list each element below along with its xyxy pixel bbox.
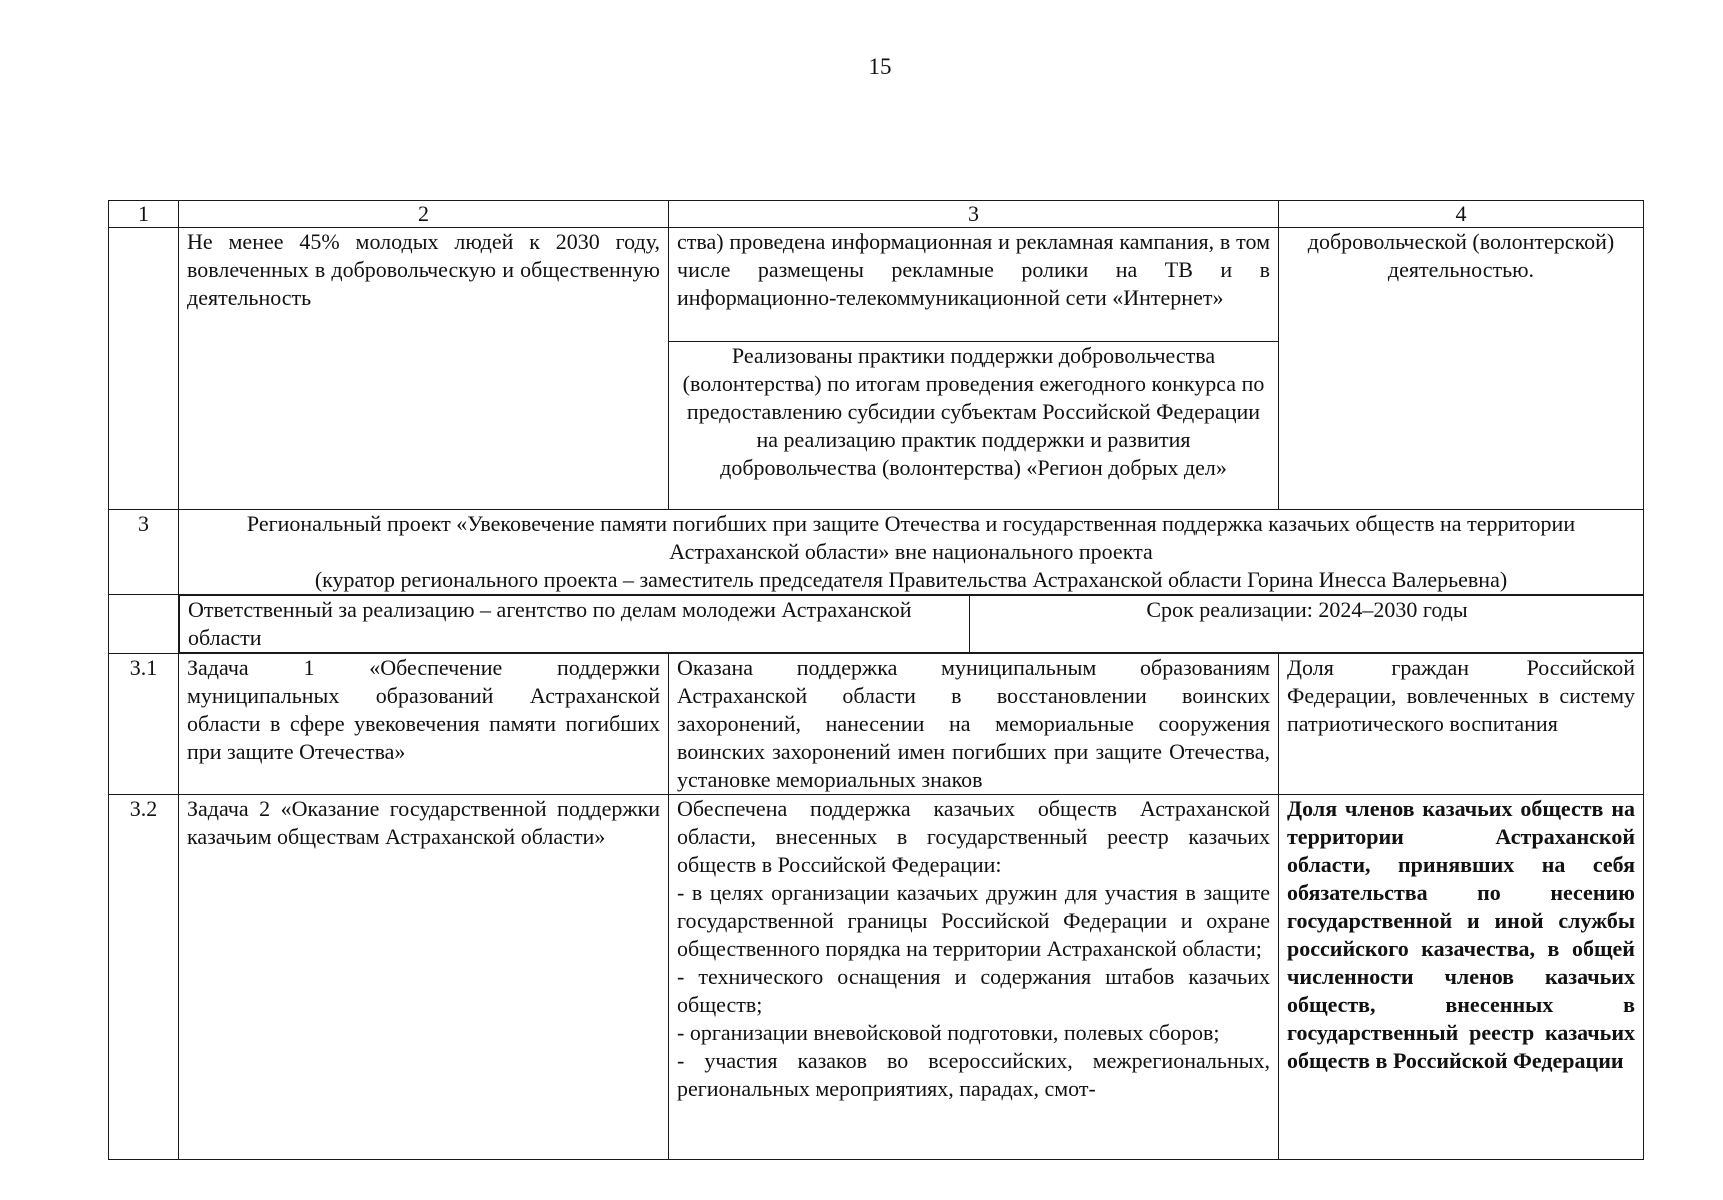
responsible-row — [109, 595, 1644, 654]
row-number-cell — [109, 228, 179, 510]
result-text-campaign: ства) проведена информационная и рекламная кампания, в том числе размещены рекламные ролики на ТВ и в информационно-телекоммуникационной сети «Интернет» — [669, 228, 1278, 342]
result-text: Оказана поддержка муниципальным образованиям Астраханской области в восстановлении воинских захоронений, нанесении на мемориальные сооружения воинских захоронений имен погибших при защите Отечества, установке мемориальных знаков — [669, 654, 1279, 795]
program-table — [108, 200, 1644, 1160]
indicator-text: Доля членов казачьих обществ на территории Астраханской области, принявших на себя обязательства по несению государственной и иной службы российского казачества, в общей численности членов казачьих обществ, внесенных в государственный реестр казачьих обществ в Российской Федерации — [1279, 795, 1644, 1160]
indicator-text: Доля граждан Российской Федерации, вовлеченных в систему патриотического воспитания — [1279, 654, 1644, 795]
table-header-row — [109, 201, 1644, 228]
header-col-2: 2 — [179, 201, 669, 228]
table-row-3-1 — [109, 654, 1644, 795]
responsible-cell — [179, 595, 1644, 654]
row-number: 3.1 — [109, 654, 179, 795]
task-text: Задача 2 «Оказание государственной поддержки казачьим обществам Астраханской области» — [179, 795, 669, 1160]
header-col-3: 3 — [669, 201, 1279, 228]
result-text-practices: Реализованы практики поддержки добровольчества (волонтерства) по итогам проведения ежегодного конкурса по предоставлению субсидии субъектам Российской Федерации на реализацию практик поддержки и развития добровольчества (волонтерства) «Регион добрых дел» — [682, 343, 1265, 480]
section-title-cell — [179, 510, 1644, 595]
header-col-1: 1 — [109, 201, 179, 228]
header-col-4: 4 — [1279, 201, 1644, 228]
table-row-continuation — [109, 228, 1644, 510]
indicator-text: добровольческой (волонтерской) деятельностью. — [1279, 228, 1644, 510]
responsible-split — [179, 595, 1644, 653]
responsible-number-cell — [109, 595, 179, 654]
result-item: - организации вневойсковой подготовки, полевых сборов; — [677, 1020, 1220, 1045]
section-title-row — [109, 510, 1644, 595]
result-cell — [669, 795, 1279, 1160]
result-item: - в целях организации казачьих дружин для участия в защите государственной границы Российской Федерации и охране общественного порядка на территории Астраханской области; — [677, 880, 1270, 961]
section-number: 3 — [109, 510, 179, 595]
section-curator: (куратор регионального проекта – заместитель председателя Правительства Астраханской области Горина Инесса Валерьевна) — [314, 567, 1508, 592]
section-title: Региональный проект «Увековечение памяти погибших при защите Отечества и государственная поддержка казачьих обществ на территории Астраханской области» вне национального проекта — [246, 511, 1576, 564]
goal-text: Не менее 45% молодых людей к 2030 году, вовлеченных в добровольческую и общественную деятельность — [179, 228, 669, 510]
result-item: - технического оснащения и содержания штабов казачьих обществ; — [677, 964, 1270, 1017]
page-number: 15 — [868, 54, 892, 79]
responsible-text: Ответственный за реализацию – агентство по делам молодежи Астраханской области — [180, 596, 970, 653]
result-cell — [669, 228, 1279, 510]
term-text: Срок реализации: 2024–2030 годы — [970, 596, 1644, 653]
row-number: 3.2 — [109, 795, 179, 1160]
task-text: Задача 1 «Обеспечение поддержки муниципальных образований Астраханской области в сфере увековечения памяти погибших при защите Отечества» — [179, 654, 669, 795]
result-intro: Обеспечена поддержка казачьих обществ Астраханской области, внесенных в государственный реестр казачьих обществ в Российской Федерации: — [677, 796, 1270, 877]
result-item: - участия казаков во всероссийских, межрегиональных, региональных мероприятиях, парадах, смот- — [677, 1048, 1270, 1101]
table-row-3-2 — [109, 795, 1644, 1160]
